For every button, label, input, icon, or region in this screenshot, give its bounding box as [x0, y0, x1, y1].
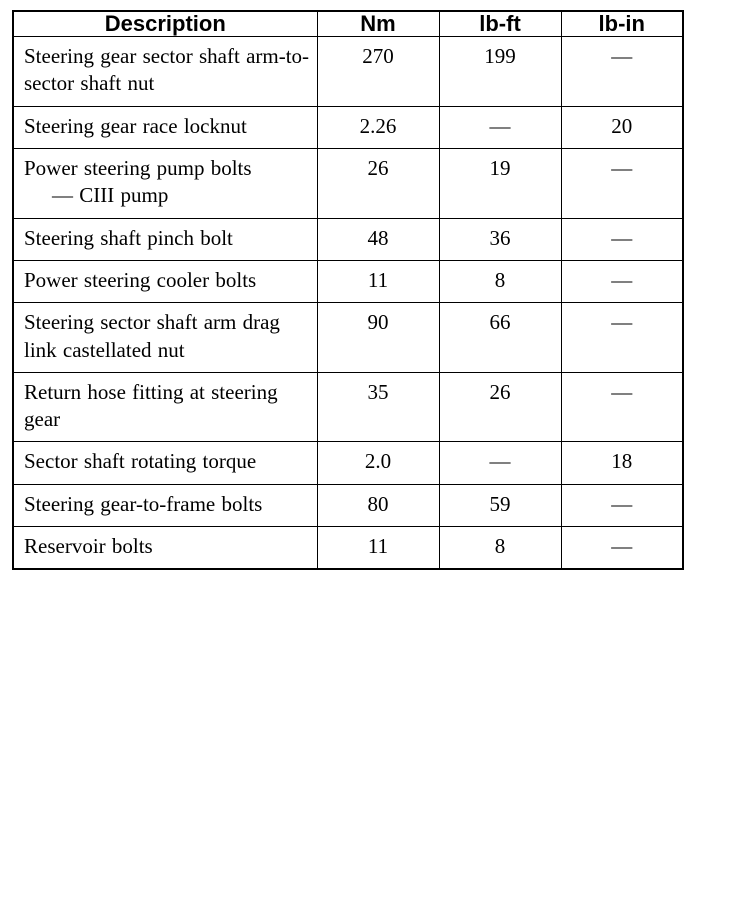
cell-nm: 90 — [317, 303, 439, 373]
table-row — [13, 218, 683, 260]
table-row — [13, 303, 683, 373]
cell-description: Steering sector shaft arm drag link castellated nut — [13, 303, 317, 373]
table-row — [13, 260, 683, 302]
cell-nm: 80 — [317, 484, 439, 526]
table-header — [13, 11, 683, 37]
cell-nm: 11 — [317, 260, 439, 302]
cell-description: Steering gear race locknut — [13, 106, 317, 148]
cell-description: Return hose fitting at steering gear — [13, 372, 317, 442]
cell-lb-in — [561, 149, 683, 219]
cell-lb-ft: — — [439, 442, 561, 484]
cell-lb-in: — — [561, 218, 683, 260]
cell-nm-value: 26 — [367, 156, 389, 181]
cell-lb-ft: 199 — [439, 37, 561, 107]
column-header-lb-in: lb-in — [561, 11, 683, 37]
cell-nm: 48 — [317, 218, 439, 260]
table-row — [13, 484, 683, 526]
cell-lb-ft-value: 19 — [489, 156, 511, 181]
cell-lb-in: — — [561, 303, 683, 373]
cell-lb-ft: 66 — [439, 303, 561, 373]
cell-description: Sector shaft rotating torque — [13, 442, 317, 484]
cell-lb-in-value: — — [611, 156, 633, 181]
cell-nm — [317, 149, 439, 219]
cell-nm: 270 — [317, 37, 439, 107]
cell-lb-in: — — [561, 37, 683, 107]
cell-description: Steering gear sector shaft arm-to-sector shaft nut — [13, 37, 317, 107]
cell-nm: 11 — [317, 527, 439, 570]
table-header-row — [13, 11, 683, 37]
cell-lb-in: — — [561, 527, 683, 570]
column-header-nm: Nm — [317, 11, 439, 37]
cell-lb-in: — — [561, 372, 683, 442]
cell-description: Power steering cooler bolts — [13, 260, 317, 302]
table-row — [13, 149, 683, 219]
cell-description: Reservoir bolts — [13, 527, 317, 570]
cell-lb-in: — — [561, 484, 683, 526]
torque-specification-table — [12, 10, 684, 570]
cell-lb-ft: — — [439, 106, 561, 148]
cell-description: Steering shaft pinch bolt — [13, 218, 317, 260]
cell-lb-in: 20 — [561, 106, 683, 148]
column-header-lb-ft: lb-ft — [439, 11, 561, 37]
cell-lb-ft: 26 — [439, 372, 561, 442]
table-row — [13, 37, 683, 107]
table-row — [13, 527, 683, 570]
cell-lb-ft — [439, 149, 561, 219]
cell-lb-ft: 8 — [439, 260, 561, 302]
table-row — [13, 106, 683, 148]
cell-nm: 2.26 — [317, 106, 439, 148]
table-body — [13, 37, 683, 570]
table-row — [13, 442, 683, 484]
cell-lb-ft: 8 — [439, 527, 561, 570]
cell-nm: 35 — [317, 372, 439, 442]
cell-lb-ft: 59 — [439, 484, 561, 526]
cell-description-main: Power steering pump bolts — [24, 156, 252, 181]
cell-nm: 2.0 — [317, 442, 439, 484]
cell-lb-in: 18 — [561, 442, 683, 484]
cell-description: Steering gear-to-frame bolts — [13, 484, 317, 526]
table-row — [13, 372, 683, 442]
cell-lb-ft: 36 — [439, 218, 561, 260]
column-header-description: Description — [13, 11, 317, 37]
cell-description-sub: — CIII pump — [52, 183, 169, 208]
cell-description — [13, 149, 317, 219]
cell-lb-in: — — [561, 260, 683, 302]
